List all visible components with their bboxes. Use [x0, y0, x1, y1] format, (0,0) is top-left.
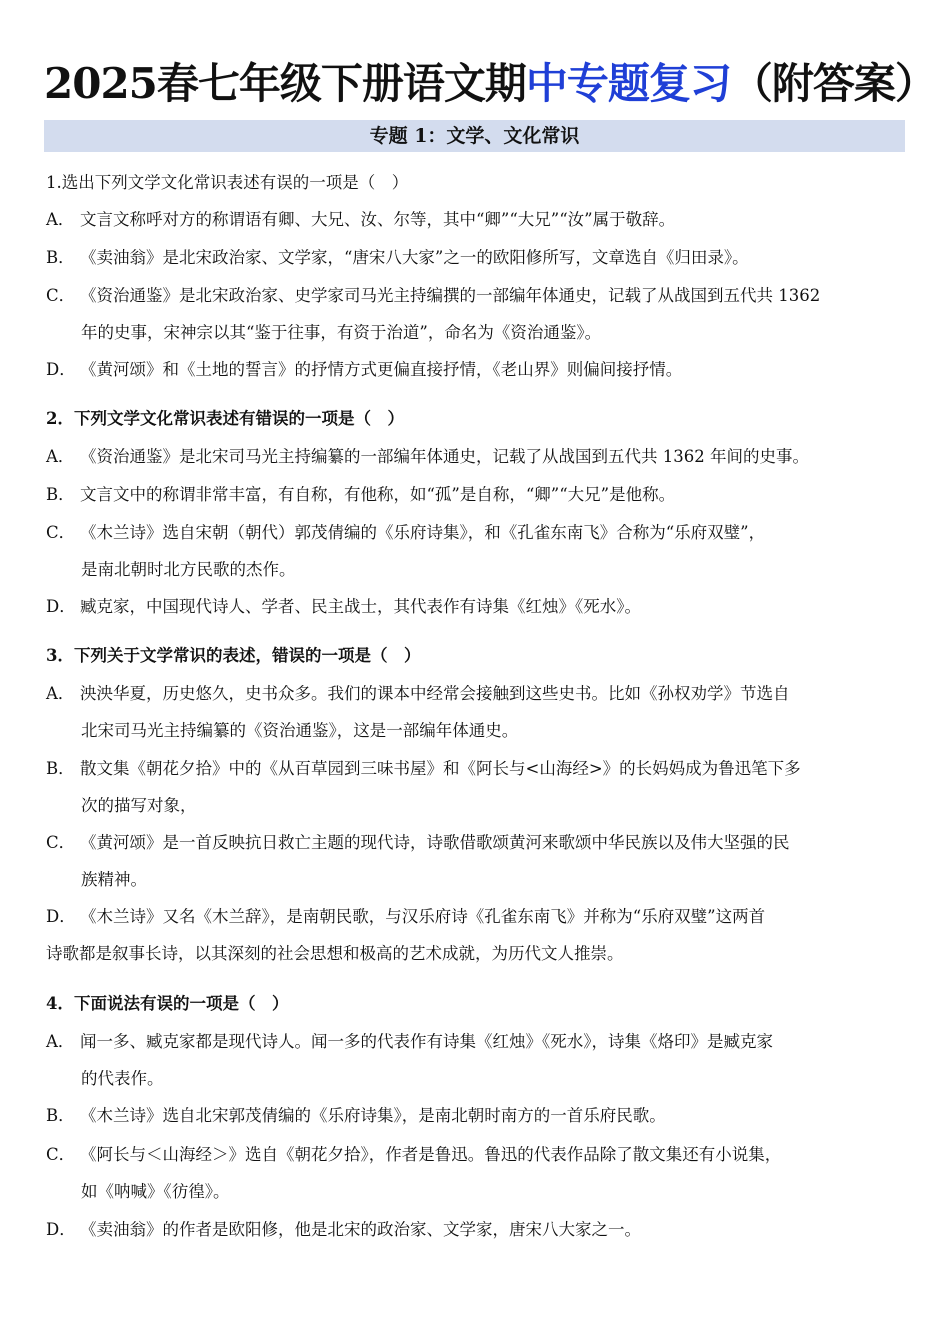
option-text-continued: 年的史事，宋神宗以其“鉴于往事，有资于治道”，命名为《资治通鉴》。	[81, 323, 602, 342]
question-3-option-d	[46, 898, 908, 972]
question-3-option-a	[46, 675, 908, 749]
question-4-stem: 4．下面说法有误的一项是（ ）	[46, 994, 289, 1013]
option-text-continued: 是南北朝时北方民歌的杰作。	[81, 560, 296, 579]
option-label: A．	[46, 447, 75, 466]
question-4-option-c	[46, 1136, 908, 1210]
option-text: 《木兰诗》选自北宋郭茂倩编的《乐府诗集》，是南北朝时南方的一首乐府民歌。	[80, 1106, 666, 1125]
option-label: D．	[46, 1220, 76, 1239]
title-part-black: 2025春七年级下册语文期	[44, 59, 526, 108]
option-text: 泱泱华夏，历史悠久，史书众多。我们的课本中经常会接触到这些史书。比如《孙权劝学》节选自	[80, 684, 790, 703]
option-text: 《阿长与＜山海经＞》选自《朝花夕拾》，作者是鲁迅。鲁迅的代表作品除了散文集还有小说集，	[80, 1145, 782, 1164]
option-label: B．	[46, 1106, 75, 1125]
question-2-option-a	[46, 438, 908, 475]
section-heading: 专题 1：文学、文化常识	[44, 120, 905, 152]
option-text: 臧克家，中国现代诗人、学者、民主战士，其代表作有诗集《红烛》《死水》。	[80, 597, 641, 616]
option-label: B．	[46, 485, 75, 504]
question-3-option-c	[46, 824, 908, 898]
option-text-continued: 的代表作。	[81, 1069, 164, 1088]
option-text-continued: 次的描写对象，	[81, 796, 197, 815]
option-text: 散文集《朝花夕拾》中的《从百草园到三味书屋》和《阿长与<山海经>》的长妈妈成为鲁迅笔下多	[80, 759, 801, 778]
option-label: A．	[46, 684, 75, 703]
option-text: 《卖油翁》是北宋政治家、文学家，“唐宋八大家”之一的欧阳修所写，文章选自《归田录》。	[80, 248, 749, 267]
option-label: C．	[46, 1145, 76, 1164]
option-label: D．	[46, 907, 76, 926]
question-4-option-b	[46, 1097, 908, 1134]
page-title	[44, 56, 936, 112]
question-1-option-c	[46, 277, 908, 351]
option-text: 《卖油翁》的作者是欧阳修，他是北宋的政治家、文学家，唐宋八大家之一。	[80, 1220, 641, 1239]
option-label: B．	[46, 759, 75, 778]
option-text-continued: 北宋司马光主持编纂的《资治通鉴》，这是一部编年体通史。	[81, 721, 519, 740]
option-label: D．	[46, 597, 76, 616]
option-label: A．	[46, 210, 75, 229]
option-label: C．	[46, 523, 76, 542]
option-text: 《黄河颂》是一首反映抗日救亡主题的现代诗，诗歌借歌颂黄河来歌颂中华民族以及伟大坚强的民	[80, 833, 790, 852]
option-text: 《资治通鉴》是北宋司马光主持编纂的一部编年体通史，记载了从战国到五代共 1362 年间的史事。	[80, 447, 809, 466]
question-1-stem: 1.选出下列文学文化常识表述有误的一项是（ ）	[46, 173, 409, 192]
question-4-option-d	[46, 1211, 908, 1248]
question-1-option-a	[46, 201, 908, 238]
question-2-stem: 2．下列文学文化常识表述有错误的一项是（ ）	[46, 409, 404, 428]
question-1-option-d	[46, 351, 908, 388]
question-3-stem: 3．下列关于文学常识的表述，错误的一项是（ ）	[46, 646, 421, 665]
option-text: 《资治通鉴》是北宋政治家、史学家司马光主持编撰的一部编年体通史，记载了从战国到五代共 1362	[80, 286, 821, 305]
option-label: B．	[46, 248, 75, 267]
title-part-suffix: （附答案）	[730, 59, 936, 108]
option-label: C．	[46, 286, 76, 305]
option-text: 闻一多、臧克家都是现代诗人。闻一多的代表作有诗集《红烛》《死水》，诗集《烙印》是臧克家	[80, 1032, 773, 1051]
question-2-option-b	[46, 476, 908, 513]
option-label: C．	[46, 833, 76, 852]
option-text: 文言文称呼对方的称谓语有卿、大兄、汝、尔等，其中“卿”“大兄”“汝”属于敬辞。	[80, 210, 676, 229]
option-text: 文言文中的称谓非常丰富，有自称，有他称，如“孤”是自称，“卿”“大兄”是他称。	[80, 485, 676, 504]
question-2-option-c	[46, 514, 908, 588]
option-label: A．	[46, 1032, 75, 1051]
option-label: D．	[46, 360, 76, 379]
title-part-blue: 中专题复习	[525, 59, 731, 108]
question-3-option-b	[46, 750, 908, 824]
question-4-option-a	[46, 1023, 908, 1097]
question-1-option-b	[46, 239, 908, 276]
option-text: 《木兰诗》又名《木兰辞》，是南朝民歌，与汉乐府诗《孔雀东南飞》并称为“乐府双璧”这两首	[80, 907, 766, 926]
option-text-continued: 诗歌都是叙事长诗，以其深刻的社会思想和极高的艺术成就，为历代文人推崇。	[46, 944, 624, 963]
option-text: 《木兰诗》选自宋朝（朝代）郭茂倩编的《乐府诗集》，和《孔雀东南飞》合称为“乐府双璧”，	[80, 523, 766, 542]
option-text-continued: 族精神。	[81, 870, 147, 889]
option-text-continued: 如《呐喊》《彷徨》。	[81, 1182, 230, 1201]
question-2-option-d	[46, 588, 908, 625]
option-text: 《黄河颂》和《土地的誓言》的抒情方式更偏直接抒情，《老山界》则偏间接抒情。	[80, 360, 683, 379]
